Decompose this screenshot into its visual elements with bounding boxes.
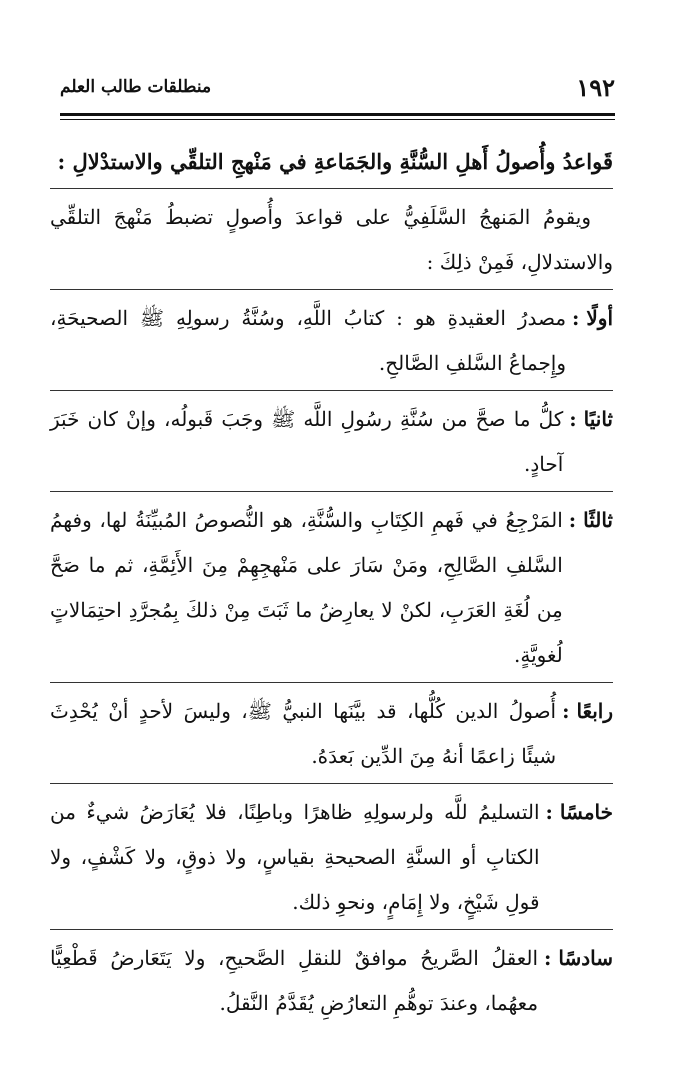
paragraph-divider xyxy=(50,491,613,492)
point-label: سادسًا : xyxy=(544,946,613,970)
point-item-3 xyxy=(50,498,613,678)
header-rule-thick xyxy=(60,113,615,116)
running-title: منطلقات طالب العلم xyxy=(60,77,212,97)
paragraph-divider xyxy=(50,289,613,290)
point-text: كلُّ ما صحَّ من سُنَّةِ رسُولِ اللَّه ﷺ وجَبَ قَبولُه، وإنْ كان خَبَرَ آحادٍ. xyxy=(50,407,564,476)
point-item-5 xyxy=(50,790,613,925)
point-label: خامسًا : xyxy=(545,800,613,824)
section-divider xyxy=(50,188,613,189)
paragraph-divider xyxy=(50,929,613,930)
page-content xyxy=(50,140,613,1026)
intro-paragraph: ويقومُ المَنهجُ السَّلَفِيُّ على قواعدَ وأُصولٍ تضبطُ مَنْهجَ التلقِّي والاستدلالِ، فَمِنْ ذلِكَ : xyxy=(50,205,613,274)
page-header xyxy=(60,72,615,102)
point-label: أولًا : xyxy=(572,306,613,330)
point-text: المَرْجِعُ في فَهمِ الكِتَابِ والسُّنَّةِ، هو النُّصوصُ المُبيِّنَةُ لها، وفهمُ السَّلفِ الصَّالِحِ، ومَنْ سَارَ على مَنْهجِهِمْ مِنَ الأَئِمَّةِ، ثم ما صَحَّ مِن لُغَةِ العَرَبِ، لكنْ لا يعارِضُ ما ثَبَتَ مِنْ ذلكَ بِمُجرَّدِ احتِمَالاتٍ لُغويَّةٍ. xyxy=(50,508,563,667)
point-text: أُصولُ الدين كُلُّها، قد بيَّنَها النبيُّ ﷺ، وليسَ لأحدٍ أنْ يُحْدِثَ شيئًا زاعمًا أنهُ مِنَ الدِّين بَعدَهُ. xyxy=(50,699,557,768)
page-number: ١٩٢ xyxy=(576,72,615,102)
point-item-1 xyxy=(50,296,613,386)
section-heading: قَواعدُ وأُصولُ أَهلِ السُّنَّةِ والجَمَاعةِ في مَنْهجِ التلقِّي والاستدْلالِ : xyxy=(57,149,613,174)
header-rule-thin xyxy=(60,119,615,120)
point-label: ثالثًا : xyxy=(568,508,613,532)
point-item-6 xyxy=(50,936,613,1026)
point-item-2 xyxy=(50,397,613,487)
point-text: مصدرُ العقيدةِ هو : كتابُ اللَّهِ، وسُنَّةُ رسولِهِ ﷺ الصحيحَةِ، وإِجماعُ السَّلفِ الصَّالحِ. xyxy=(50,306,567,375)
point-text: العقلُ الصَّريحُ موافقٌ للنقلِ الصَّحيحِ، ولا يَتَعَارضُ قَطْعِيًّا معهُما، وعندَ توهُّمِ التعارُضِ يُقَدَّمُ النَّقلُ. xyxy=(50,946,539,1015)
paragraph-divider xyxy=(50,390,613,391)
point-label: رابعًا : xyxy=(562,699,613,723)
point-label: ثانيًا : xyxy=(569,407,613,431)
paragraph-divider xyxy=(50,783,613,784)
paragraph-divider xyxy=(50,682,613,683)
point-text: التسليمُ للَّه ولرسولِهِ ظاهرًا وباطِنًا، فلا يُعَارَضُ شيءٌ من الكتابِ أو السنَّةِ الصحيحةِ بقياسٍ، ولا ذوقٍ، ولا كَشْفٍ، ولا قولِ شَيْخٍ، ولا إِمَامٍ، ونحوِ ذلك. xyxy=(50,800,540,914)
point-item-4 xyxy=(50,689,613,779)
